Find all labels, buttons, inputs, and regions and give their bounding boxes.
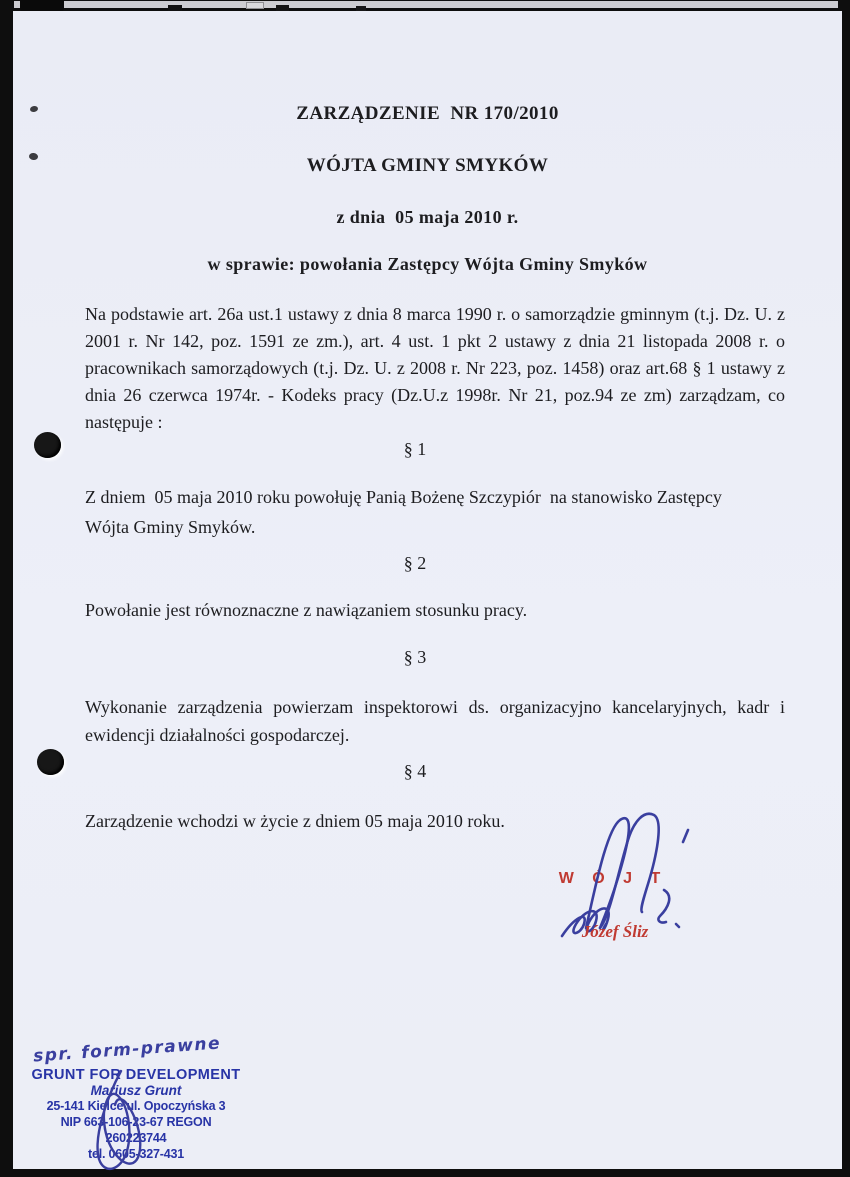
stamp-address: 25-141 Kielce ul. Opoczyńska 3 [46,1099,226,1113]
section-heading-1: § 1 [403,439,427,459]
clerk-signature-handwriting [75,1067,165,1177]
stamp-company-name: GRUNT FOR DEVELOPMENT [31,1067,241,1083]
hole-punch-mark [34,432,61,458]
hole-punch-mark [37,749,64,775]
document-issuer: WÓJTA GMINY SMYKÓW [306,155,549,176]
section-heading-3: § 3 [403,647,427,667]
mayor-name-stamp: Józef Śliz [581,922,649,941]
handwritten-note: spr. form-prawne [32,1033,222,1067]
scanner-edge-strip [14,1,838,8]
mayor-title-stamp: W Ó J T [558,870,668,887]
section-text-4: Zarządzenie wchodzi w życie z dniem 05 maja 2010 roku. [85,811,505,831]
document-date: z dnia 05 maja 2010 r. [336,207,519,227]
section-heading-2: § 2 [403,553,427,573]
stamp-phone: tel. 0605-327-431 [88,1147,184,1161]
preamble-paragraph: Na podstawie art. 26a ust.1 ustawy z dnia 8 marca 1990 r. o samorządzie gminnym (t.j. Dz. U. z 2001 r. Nr 142, poz. 1591 ze zm.), art. 4 ust. 1 pkt 2 ustawy z dnia 21 listopada 2008 r. o pracownikach samorządowych (t.j. Dz. U. z 2008 r. Nr 223, poz. 1458) oraz art.68 § 1 ustawy z dnia 26 czerwca 1974r. - Kodeks pracy (Dz.U.z 1998r. Nr 21, poz.94 ze zm) zarządzam, co następuje : [85,304,785,432]
document-subject: w sprawie: powołania Zastępcy Wójta Gminy Smyków [207,254,648,274]
scanner-chip-mark [246,2,264,9]
section-text-3: Wykonanie zarządzenia powierzam inspektorowi ds. organizacyjno kancelaryjnych, kadr i ewidencji działalności gospodarczej. [85,697,785,745]
stamp-tax-ids: NIP 663-106-23-67 REGON 260223744 [60,1115,212,1145]
section-text-1: Z dniem 05 maja 2010 roku powołuję Panią Bożenę Szczypiór na stanowisko Zastępcy Wójta Gminy Smyków. [85,487,727,537]
section-heading-4: § 4 [403,761,427,781]
document-page [13,11,842,1169]
section-text-2: Powołanie jest równoznaczne z nawiązaniem stosunku pracy. [85,600,528,620]
document-title: ZARZĄDZENIE NR 170/2010 [296,103,559,124]
stamp-person-name: Mariusz Grunt [90,1083,182,1098]
